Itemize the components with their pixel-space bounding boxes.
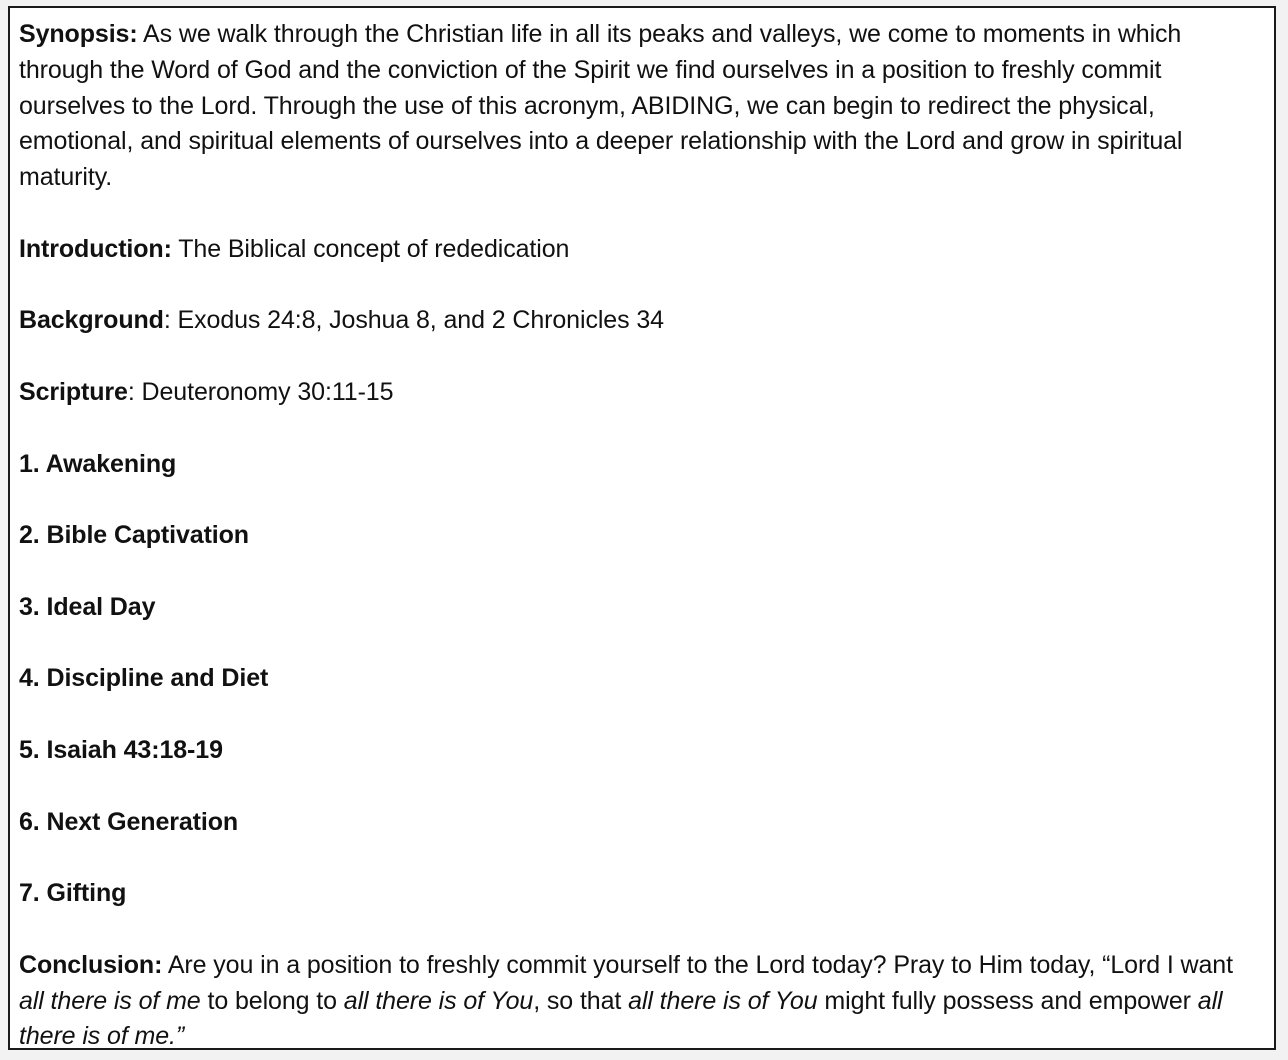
conclusion-text-2: to belong to (200, 986, 344, 1015)
conclusion-text-1: Are you in a position to freshly commit yourself to the Lord today? Pray to Him today, “Lord I want (167, 950, 1233, 979)
background-text: : Exodus 24:8, Joshua 8, and 2 Chronicles 34 (163, 306, 664, 335)
spacer (19, 554, 1274, 590)
introduction-label: Introduction: (19, 234, 172, 263)
conclusion-italic-1: all there is of me (19, 986, 201, 1015)
introduction-text: The Biblical concept of rededication (178, 234, 570, 263)
spacer (19, 626, 1274, 662)
spacer (19, 912, 1274, 948)
point-bible-captivation: 2. Bible Captivation (19, 521, 249, 550)
scripture-label: Scripture (19, 377, 128, 406)
conclusion-italic-2: all there is of You (343, 986, 534, 1015)
synopsis-label: Synopsis: (19, 20, 138, 48)
scripture-line (19, 375, 1274, 411)
spacer (19, 769, 1274, 805)
point-gifting: 7. Gifting (19, 879, 127, 908)
scripture-text: : Deuteronomy 30:11-15 (127, 377, 394, 406)
conclusion-italic-3: all there is of You (628, 986, 818, 1015)
point-next-generation: 6. Next Generation (19, 807, 239, 836)
spacer (19, 697, 1274, 733)
spacer (19, 411, 1274, 447)
point-discipline-and-diet: 4. Discipline and Diet (19, 664, 269, 693)
background-line (19, 303, 1274, 339)
conclusion-text-3: , so that (533, 986, 629, 1015)
synopsis-paragraph (19, 17, 1234, 196)
spacer (19, 840, 1274, 876)
spacer (19, 339, 1274, 375)
conclusion-paragraph (19, 948, 1249, 1050)
conclusion-text-4: might fully possess and empower (817, 986, 1198, 1015)
point-ideal-day: 3. Ideal Day (19, 592, 156, 621)
sermon-outline-box (8, 6, 1276, 1050)
conclusion-italic-4: all there is of me.” (19, 986, 1223, 1050)
conclusion-label: Conclusion: (19, 950, 163, 979)
spacer (19, 268, 1274, 304)
point-awakening: 1. Awakening (19, 449, 177, 478)
point-isaiah: 5. Isaiah 43:18-19 (19, 735, 223, 764)
introduction-line (19, 232, 1274, 268)
background-label: Background (19, 306, 164, 335)
synopsis-text: As we walk through the Christian life in all its peaks and valleys, we come to moments in which through the Word of God and the conviction of the Spirit we find ourselves in a position to freshly commit ourselves to the Lord. Through the use of this acronym, ABIDING, we can begin to redirect the physical, emotional, and spiritual elements of ourselves into a deeper relationship with the Lord and grow in spiritual maturity. (19, 20, 1183, 192)
spacer (19, 482, 1274, 518)
spacer (19, 196, 1274, 232)
